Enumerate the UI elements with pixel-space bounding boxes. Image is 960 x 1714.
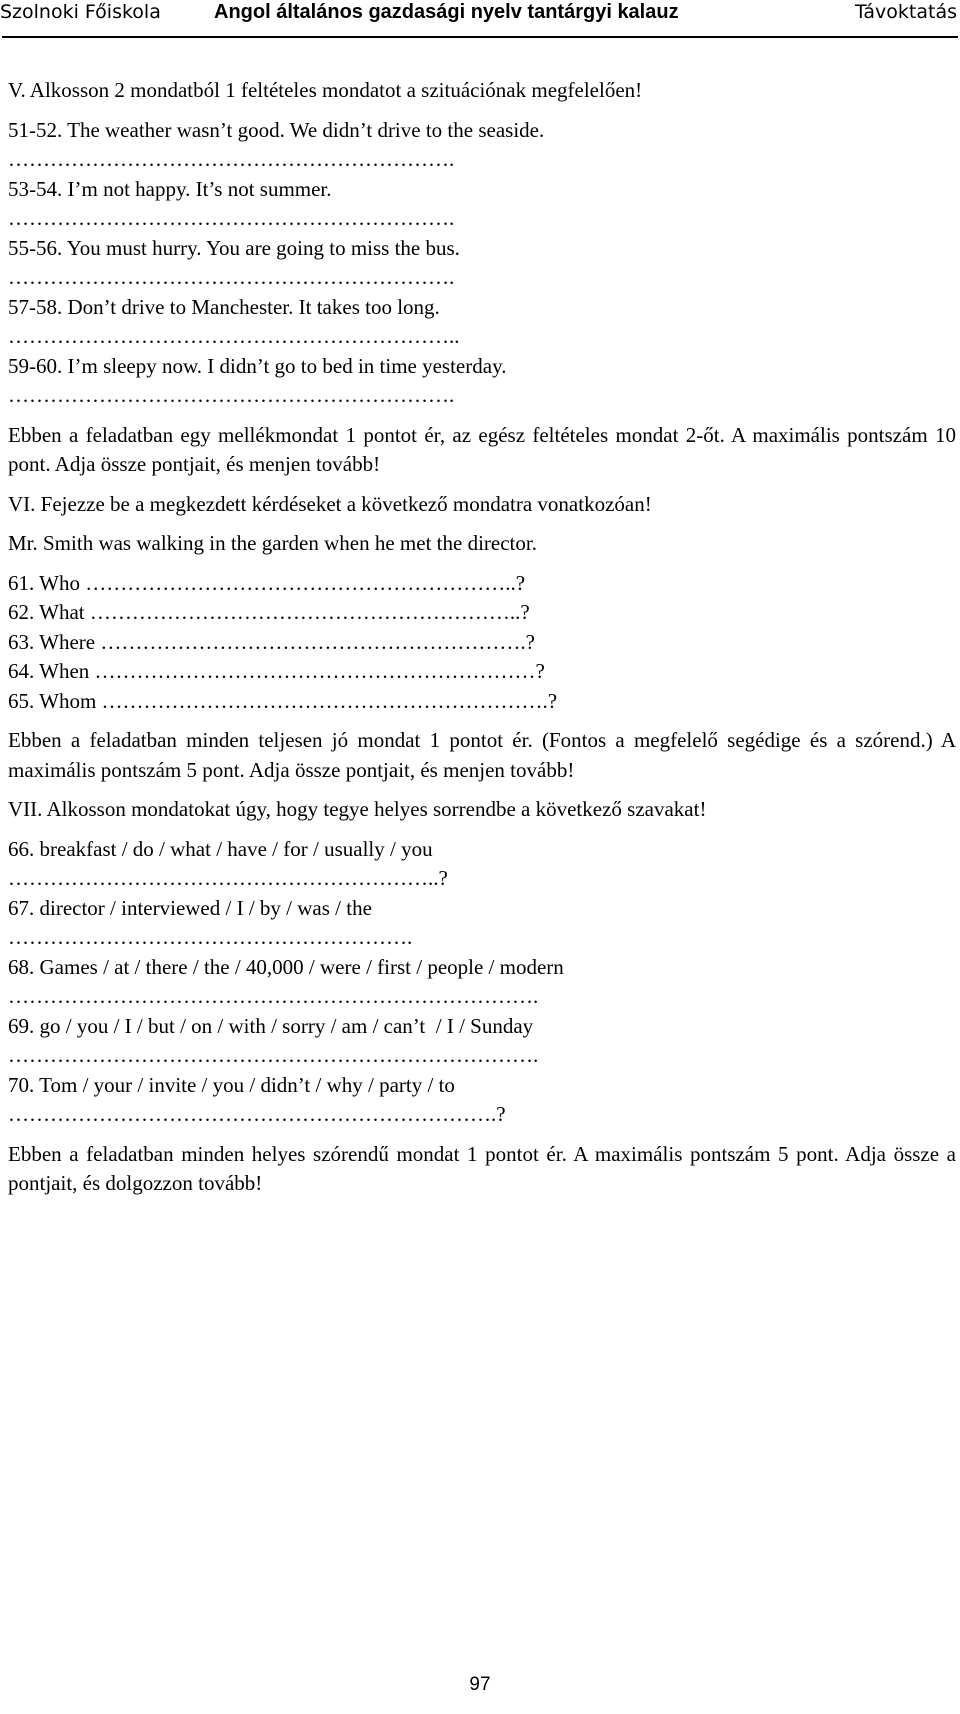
word-list: 68. Games / at / there / the / 40,000 / were / first / people / modern	[8, 954, 564, 979]
exercise-question: 51-52. The weather wasn’t good. We didn’t drive to the seaside.	[8, 117, 545, 142]
answer-line[interactable]: ………………………………………………………..	[8, 324, 460, 348]
header-institution: Szolnoki Főiskola	[0, 1, 161, 23]
page-header	[0, 0, 960, 40]
section-6-scoring-note: Ebben a feladatban minden teljesen jó mondat 1 pontot ér. (Fontos a megfelelő segédige és a szórend.) A maximális pontszám 5 pont. Adja össze pontjait, és menjen tovább!	[8, 728, 956, 782]
answer-line[interactable]: ………………………………………………………………….	[8, 984, 539, 1008]
section-5-scoring-note: Ebben a feladatban egy mellékmondat 1 pontot ér, az egész feltételes mondat 2-őt. A maximális pontszám 10 pont. Adja össze pontjait, és menjen tovább!	[8, 422, 956, 476]
word-list: 66. breakfast / do / what / have / for / usually / you	[8, 836, 433, 861]
question-item[interactable]: 62. What ……………………………………………………..?	[8, 600, 530, 624]
question-item[interactable]: 63. Where …………………………………………………….?	[8, 629, 535, 654]
exercise-question: 59-60. I’m sleepy now. I didn’t go to bed in time yesterday.	[8, 353, 507, 378]
section-7-scoring-note: Ebben a feladatban minden helyes szórendű mondat 1 pontot ér. A maximális pontszám 5 pont. Adja össze a pontjait, és dolgozzon tovább!	[8, 1141, 956, 1195]
page-number: 97	[469, 1674, 491, 1695]
answer-line[interactable]: ……………………………………………………….	[8, 265, 455, 289]
word-list: 70. Tom / your / invite / you / didn’t / why / party / to	[8, 1072, 455, 1097]
answer-line[interactable]: ……………………………………………………….	[8, 383, 455, 407]
header-course-title: Angol általános gazdasági nyelv tantárgyi kalauz	[214, 1, 679, 23]
answer-line[interactable]: ……………………………………………………….	[8, 206, 455, 230]
question-item[interactable]: 64. When ………………………………………………………?	[8, 659, 545, 683]
word-list: 67. director / interviewed / I / by / was / the	[8, 895, 372, 920]
exercise-question: 57-58. Don’t drive to Manchester. It takes too long.	[8, 294, 440, 319]
section-7-title: VII. Alkosson mondatokat úgy, hogy tegye helyes sorrendbe a következő szavakat!	[8, 797, 707, 821]
reference-sentence: Mr. Smith was walking in the garden when he met the director.	[8, 531, 537, 555]
exercise-question: 53-54. I’m not happy. It’s not summer.	[8, 176, 332, 201]
exercise-question: 55-56. You must hurry. You are going to miss the bus.	[8, 235, 460, 260]
header-rule	[2, 36, 958, 38]
question-item[interactable]: 61. Who ……………………………………………………..?	[8, 570, 526, 595]
answer-line[interactable]: …………………………………………………………….?	[8, 1102, 506, 1126]
section-6-title: VI. Fejezze be a megkezdett kérdéseket a következő mondatra vonatkozóan!	[8, 491, 652, 516]
document-body	[8, 76, 956, 1199]
answer-line[interactable]: ………………………………………………………………….	[8, 1043, 539, 1067]
question-item[interactable]: 65. Whom ……………………………………………………….?	[8, 688, 558, 713]
answer-line[interactable]: ……………………………………………………..?	[8, 866, 448, 890]
section-5-title: V. Alkosson 2 mondatból 1 feltételes mondatot a szituációnak megfelelően!	[8, 78, 643, 102]
answer-line[interactable]: ……………………………………………………….	[8, 147, 455, 171]
answer-line[interactable]: ………………………………………………….	[8, 925, 413, 949]
word-list: 69. go / you / I / but / on / with / sorry / am / can’t / I / Sunday	[8, 1013, 534, 1038]
header-mode: Távoktatás	[854, 1, 957, 23]
